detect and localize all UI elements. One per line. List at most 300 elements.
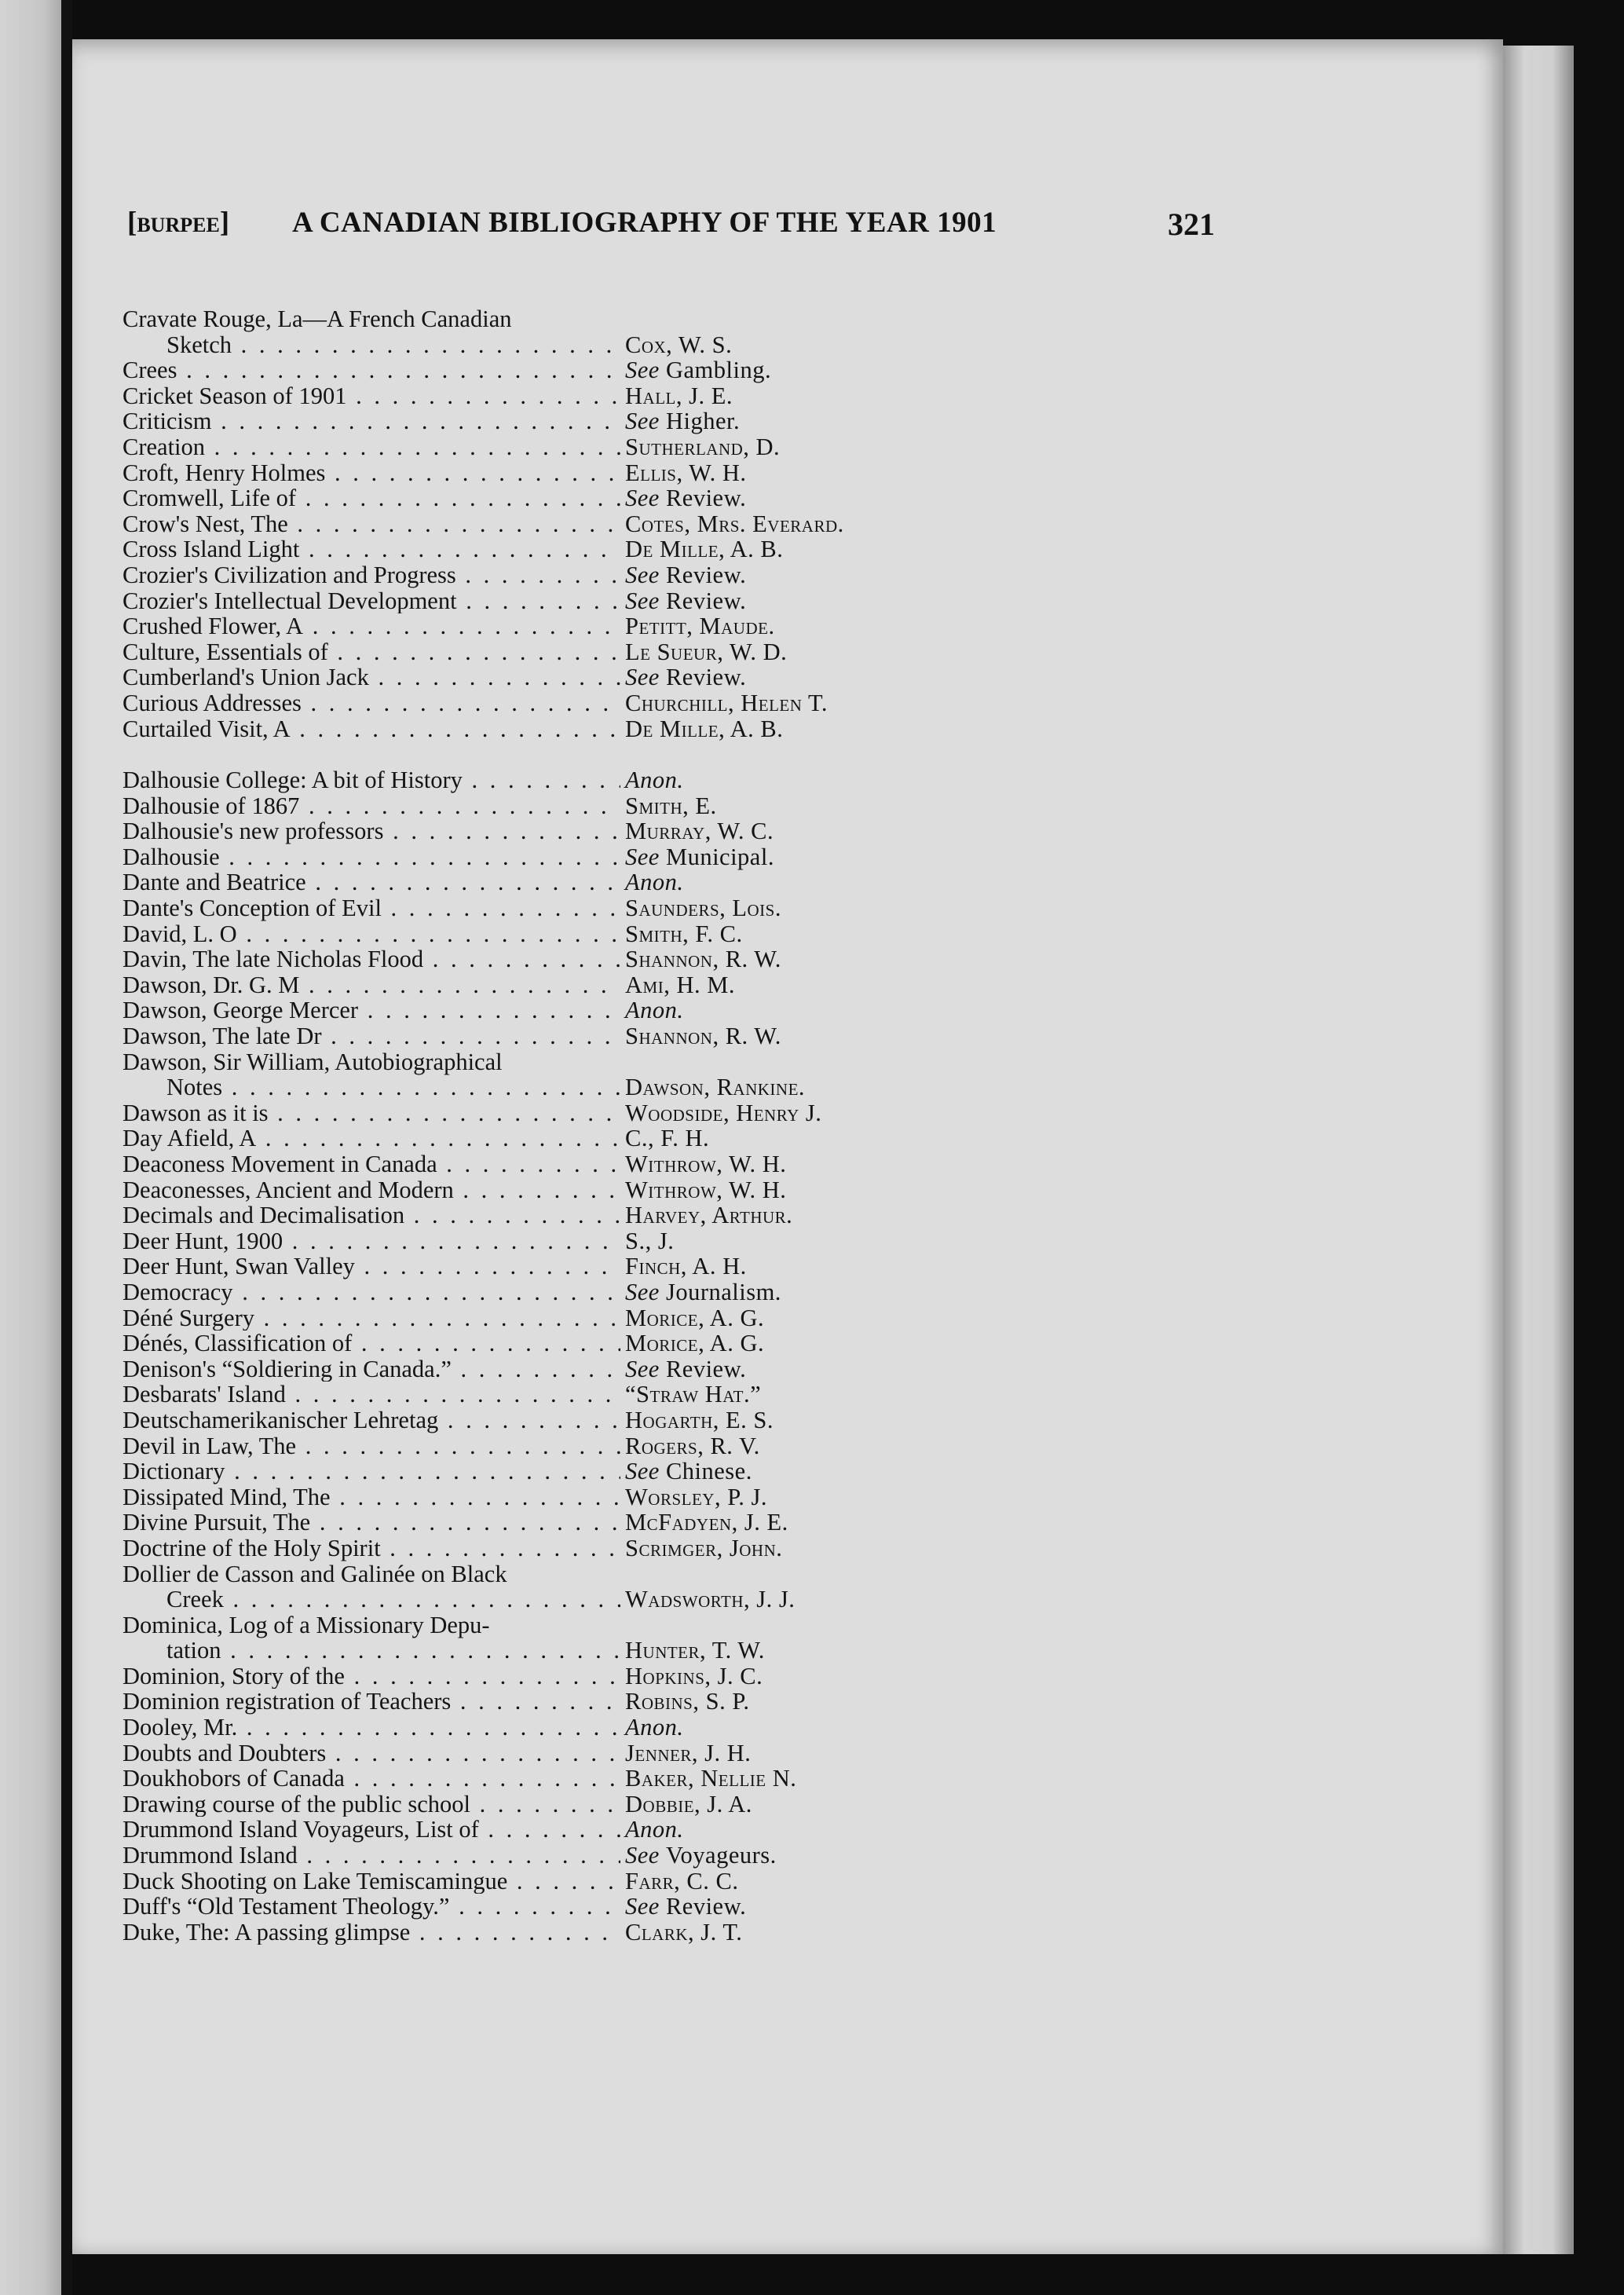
author-name: Clark, J. T.	[625, 1918, 743, 1945]
entry-author	[625, 1177, 786, 1203]
index-entry	[123, 511, 1065, 537]
see-reference-marker: See	[625, 1458, 660, 1485]
index-entry	[123, 1433, 1065, 1459]
index-entry	[123, 1612, 1065, 1664]
index-entry	[123, 921, 1065, 947]
see-reference-marker: See	[625, 357, 660, 384]
index-entry	[123, 664, 1065, 690]
entry-title-text: Denison's “Soldiering in Canada.”	[123, 1356, 452, 1382]
entry-title	[123, 972, 620, 998]
entry-title-text: Drummond Island	[123, 1843, 298, 1869]
entry-title	[123, 1126, 620, 1151]
entry-author	[625, 1228, 674, 1254]
entry-title	[123, 536, 620, 562]
entry-author	[625, 767, 684, 793]
author-name: McFadyen, J. E.	[625, 1509, 788, 1536]
entry-title-text: Davin, The late Nicholas Flood	[123, 946, 424, 972]
author-name: Petitt, Maude.	[625, 613, 775, 640]
entry-title	[123, 1561, 620, 1612]
index-entry	[123, 639, 1065, 665]
header-author-tag: [burpee]	[127, 207, 230, 239]
entry-title	[123, 460, 620, 486]
entry-title-text: Duke, The: A passing glimpse	[123, 1919, 411, 1945]
author-name: Hogarth, E. S.	[625, 1406, 774, 1433]
see-reference-target: Municipal.	[665, 843, 774, 870]
entry-author	[625, 1356, 746, 1382]
index-entry	[123, 869, 1065, 895]
index-entry	[123, 460, 1065, 486]
index-entry	[123, 690, 1065, 716]
index-entry	[123, 1664, 1065, 1689]
index-entry	[123, 972, 1065, 998]
author-name: Rogers, R. V.	[625, 1432, 760, 1459]
see-reference-marker: See	[625, 587, 660, 614]
index-entry	[123, 1535, 1065, 1561]
author-name: Anon.	[625, 1714, 684, 1741]
book-gutter	[61, 0, 72, 2295]
see-reference-marker: See	[625, 1842, 660, 1869]
entry-author	[625, 1459, 752, 1484]
entry-title-text: Curious Addresses	[123, 690, 302, 716]
entry-title-text: Dawson as it is	[123, 1100, 269, 1126]
entry-title	[123, 1407, 620, 1433]
entry-title-text: Desbarats' Island	[123, 1382, 286, 1407]
entry-author	[625, 485, 746, 511]
entry-author	[625, 946, 781, 972]
entry-title-text: Dawson, Dr. G. M	[123, 972, 300, 998]
index-entry	[123, 1126, 1065, 1151]
entry-title	[123, 306, 620, 357]
entry-title-text: Cricket Season of 1901	[123, 382, 347, 409]
entry-author	[625, 1151, 786, 1177]
index-entry	[123, 1049, 1065, 1100]
entry-title	[123, 1817, 620, 1843]
entry-title	[123, 511, 620, 537]
author-name: Woodside, Henry J.	[625, 1099, 822, 1126]
author-name: De Mille, A. B.	[625, 715, 784, 742]
previous-page-edge	[0, 0, 61, 2295]
see-reference-marker: See	[625, 1278, 660, 1305]
author-name: Smith, E.	[625, 792, 717, 819]
entry-author	[625, 1279, 781, 1305]
entry-title	[123, 921, 620, 947]
entry-title	[123, 383, 620, 409]
entry-title	[123, 613, 620, 639]
author-name: C., F. H.	[625, 1125, 710, 1152]
entry-title-text: Dénés, Classification of	[123, 1331, 353, 1356]
author-name: Harvey, Arthur.	[625, 1202, 793, 1229]
author-name: Cotes, Mrs. Everard.	[625, 510, 844, 537]
entry-author	[625, 818, 774, 844]
page-number: 321	[1168, 207, 1215, 242]
entry-title	[123, 895, 620, 921]
author-name: S., J.	[625, 1227, 675, 1254]
entry-title	[123, 946, 620, 972]
see-reference-marker: See	[625, 1355, 660, 1382]
author-name: Ami, H. M.	[625, 971, 735, 998]
entry-title-text: Dalhousie College: A bit of History	[123, 767, 463, 793]
index-entry	[123, 1869, 1065, 1894]
index-entry	[123, 1177, 1065, 1203]
author-name: Hall, J. E.	[625, 382, 733, 409]
entry-title	[123, 793, 620, 819]
index-entry	[123, 1894, 1065, 1920]
index-entry	[123, 1817, 1065, 1843]
entry-title	[123, 1843, 620, 1869]
author-name: Jenner, J. H.	[625, 1739, 752, 1766]
entry-author	[625, 1535, 782, 1561]
entry-title	[123, 1689, 620, 1715]
index-entry	[123, 536, 1065, 562]
entry-title-text: Dante's Conception of Evil	[123, 895, 382, 921]
entry-author	[625, 716, 783, 742]
entry-title-text: Deer Hunt, Swan Valley	[123, 1254, 355, 1279]
author-name: Le Sueur, W. D.	[625, 638, 788, 665]
entry-author	[625, 869, 684, 895]
entry-title-continuation: Sketch . . .	[123, 332, 620, 358]
index-entry	[123, 767, 1065, 793]
entry-title	[123, 1869, 620, 1894]
entry-title-text: Dictionary	[123, 1459, 225, 1484]
entry-author	[625, 1407, 774, 1433]
see-reference-marker: See	[625, 408, 660, 435]
index-entry	[123, 1202, 1065, 1228]
author-name: Robins, S. P.	[625, 1688, 750, 1715]
entry-title-text: Croft, Henry Holmes	[123, 459, 326, 486]
entry-title	[123, 1228, 620, 1254]
index-entry	[123, 818, 1065, 844]
entry-title-continuation: Creek . . .	[123, 1587, 620, 1612]
author-name: Anon.	[625, 997, 684, 1024]
author-name: Shannon, R. W.	[625, 946, 781, 973]
index-entry	[123, 613, 1065, 639]
see-reference-target: Review.	[665, 1355, 747, 1382]
entry-title	[123, 1459, 620, 1484]
entry-title	[123, 1331, 620, 1356]
author-name: Murray, W. C.	[625, 818, 774, 845]
see-reference-target: Chinese.	[665, 1458, 752, 1485]
entry-author	[625, 383, 733, 409]
entry-title-text: Cromwell, Life of	[123, 485, 297, 511]
entry-title	[123, 1433, 620, 1459]
author-name: Scrimger, John.	[625, 1534, 783, 1561]
see-reference-target: Review.	[665, 485, 747, 512]
entry-author	[625, 1869, 738, 1894]
see-reference-target: Review.	[665, 561, 747, 588]
entry-title	[123, 639, 620, 665]
index-entry	[123, 1689, 1065, 1715]
index-entry	[123, 1561, 1065, 1612]
index-entry	[123, 1843, 1065, 1869]
entry-author	[625, 1254, 747, 1279]
index-entry	[123, 1510, 1065, 1535]
entry-author	[625, 1331, 764, 1356]
entry-title	[123, 1766, 620, 1792]
entry-title	[123, 1382, 620, 1407]
entry-author	[625, 844, 774, 870]
entry-title-text: Curtailed Visit, A	[123, 716, 291, 742]
entry-title	[123, 1023, 620, 1049]
index-entry	[123, 1382, 1065, 1407]
entry-title-text: Dalhousie's new professors	[123, 818, 384, 844]
author-name: Hopkins, J. C.	[625, 1662, 763, 1689]
entry-author	[625, 1305, 764, 1331]
entry-author	[625, 1715, 684, 1740]
index-entry	[123, 1459, 1065, 1484]
entry-title-text: Deaconesses, Ancient and Modern	[123, 1177, 454, 1203]
entry-title-text: Dissipated Mind, The	[123, 1484, 331, 1510]
entry-title	[123, 1792, 620, 1817]
index-entry	[123, 306, 1065, 357]
entry-title-text: Decimals and Decimalisation	[123, 1202, 405, 1228]
see-reference-target: Voyageurs.	[665, 1842, 777, 1869]
entry-title	[123, 1715, 620, 1740]
index-entry	[123, 1920, 1065, 1945]
entry-author	[625, 1023, 781, 1049]
index-entry	[123, 562, 1065, 588]
entry-title	[123, 408, 620, 434]
entry-title	[123, 1535, 620, 1561]
entry-title-text: Dominion registration of Teachers	[123, 1689, 452, 1715]
entry-title-text: Crees	[123, 357, 177, 383]
index-entry	[123, 1484, 1065, 1510]
index-entry	[123, 1100, 1065, 1126]
author-name: Worsley, P. J.	[625, 1483, 768, 1510]
entry-title-text: Crozier's Intellectual Development	[123, 587, 457, 614]
header-title: A CANADIAN BIBLIOGRAPHY OF THE YEAR 1901	[292, 207, 997, 239]
entry-author	[625, 1740, 751, 1766]
index-entry	[123, 1228, 1065, 1254]
entry-title	[123, 1484, 620, 1510]
entry-author	[625, 972, 735, 998]
entry-author	[625, 536, 783, 562]
entry-author	[625, 357, 771, 383]
entry-title-text: Crozier's Civilization and Progress	[123, 562, 456, 588]
author-name: Morice, A. G.	[625, 1304, 765, 1331]
index-entry	[123, 408, 1065, 434]
entry-title	[123, 485, 620, 511]
index-entry	[123, 1407, 1065, 1433]
entry-title	[123, 1049, 620, 1100]
entry-title-text: Dawson, The late Dr	[123, 1023, 322, 1049]
entry-title-text: Déné Surgery	[123, 1305, 254, 1331]
index-entry	[123, 1766, 1065, 1792]
entry-title	[123, 1510, 620, 1535]
entry-title-text: Criticism	[123, 408, 212, 434]
author-name: Cox, W. S.	[625, 331, 733, 358]
entry-author	[625, 1843, 777, 1869]
entry-title	[123, 869, 620, 895]
entry-title	[123, 562, 620, 588]
see-reference-target: Gambling.	[665, 357, 772, 384]
entry-title	[123, 1279, 620, 1305]
see-reference-target: Journalism.	[665, 1278, 781, 1305]
index-entry	[123, 1151, 1065, 1177]
entry-title-text: Devil in Law, The	[123, 1433, 297, 1459]
entry-title	[123, 1894, 620, 1920]
entry-author	[625, 1664, 763, 1689]
see-reference-target: Higher.	[665, 408, 741, 435]
entry-title-text: Duck Shooting on Lake Temiscamingue	[123, 1868, 508, 1894]
entry-author	[625, 664, 746, 690]
entry-title	[123, 1305, 620, 1331]
entry-title-text: Doctrine of the Holy Spirit	[123, 1535, 381, 1561]
entry-title-text: Cross Island Light	[123, 536, 300, 562]
index-entry	[123, 1792, 1065, 1817]
see-reference-marker: See	[625, 843, 660, 870]
entry-author	[625, 588, 746, 614]
entry-author	[625, 511, 844, 537]
page-stack-edge	[1503, 46, 1574, 2254]
entry-title-text: Creation	[123, 434, 206, 460]
entry-title	[123, 844, 620, 870]
entry-author	[625, 1894, 746, 1920]
see-reference-target: Review.	[665, 587, 747, 614]
author-name: Saunders, Lois.	[625, 895, 781, 922]
entry-title-text: Doukhobors of Canada	[123, 1766, 345, 1792]
author-name: Wadsworth, J. J.	[625, 1586, 796, 1613]
see-reference-marker: See	[625, 485, 660, 512]
entry-author	[625, 1920, 742, 1945]
entry-title	[123, 357, 620, 383]
entry-title	[123, 1920, 620, 1945]
author-name: Withrow, W. H.	[625, 1151, 787, 1177]
entry-title	[123, 1356, 620, 1382]
entry-title	[123, 1664, 620, 1689]
entry-author	[625, 921, 743, 947]
index-entry	[123, 844, 1065, 870]
author-name: Farr, C. C.	[625, 1867, 739, 1894]
entry-author	[625, 1792, 752, 1817]
index-entry	[123, 1279, 1065, 1305]
entry-title	[123, 716, 620, 742]
entry-title	[123, 767, 620, 793]
entry-title	[123, 1100, 620, 1126]
entry-title-text: Deutschamerikanischer Lehretag	[123, 1407, 439, 1433]
entry-title-text: Day Afield, A	[123, 1126, 257, 1151]
see-reference-marker: See	[625, 1893, 660, 1920]
entry-title	[123, 818, 620, 844]
entry-title-text: Drummond Island Voyageurs, List of	[123, 1817, 479, 1843]
entry-title	[123, 1177, 620, 1203]
index-entry	[123, 1023, 1065, 1049]
entry-title-text: Drawing course of the public school	[123, 1791, 470, 1817]
author-name: Sutherland, D.	[625, 433, 781, 460]
entry-title-text: Dante and Beatrice	[123, 869, 306, 896]
index-entry	[123, 1254, 1065, 1279]
entry-title-text: Crushed Flower, A	[123, 613, 304, 639]
entry-title-text: Dominica, Log of a Missionary Depu-	[123, 1612, 490, 1638]
index-entry	[123, 716, 1065, 742]
entry-author	[625, 434, 780, 460]
index-entry	[123, 946, 1065, 972]
see-reference-target: Review.	[665, 664, 747, 691]
entry-title-text: Deer Hunt, 1900	[123, 1228, 283, 1254]
entry-title	[123, 690, 620, 716]
index-entry	[123, 357, 1065, 383]
entry-author	[625, 1587, 795, 1612]
entry-author	[625, 1382, 761, 1407]
entry-title-text: Duff's “Old Testament Theology.”	[123, 1894, 450, 1920]
entry-title-text: David, L. O	[123, 921, 237, 947]
entry-title-text: Dooley, Mr.	[123, 1715, 238, 1740]
entry-title-text: Dominion, Story of the	[123, 1663, 345, 1689]
entry-author	[625, 1817, 684, 1843]
entry-title-text: Culture, Essentials of	[123, 639, 328, 665]
entry-title	[123, 664, 620, 690]
entry-author	[625, 460, 747, 486]
author-name: Shannon, R. W.	[625, 1023, 781, 1050]
entry-author	[625, 332, 732, 358]
index-entry	[123, 1715, 1065, 1740]
entry-author	[625, 1766, 796, 1792]
index-entry	[123, 793, 1065, 819]
author-name: “Straw Hat.”	[625, 1381, 762, 1408]
index-entry	[123, 1331, 1065, 1356]
entry-title-continuation: tation . . .	[123, 1638, 620, 1664]
index-entry	[123, 1356, 1065, 1382]
author-name: Anon.	[625, 1816, 684, 1843]
index-entry	[123, 485, 1065, 511]
index-entry	[123, 383, 1065, 409]
author-name: Dobbie, J. A.	[625, 1790, 752, 1817]
entry-title-text: Cumberland's Union Jack	[123, 664, 369, 690]
author-name: Withrow, W. H.	[625, 1176, 787, 1203]
entry-author	[625, 1100, 821, 1126]
entry-author	[625, 1510, 788, 1535]
entry-title-text: Doubts and Doubters	[123, 1740, 327, 1766]
entry-author	[625, 793, 717, 819]
entry-author	[625, 1638, 765, 1664]
entry-title	[123, 434, 620, 460]
author-name: De Mille, A. B.	[625, 536, 784, 563]
index-entry	[123, 997, 1065, 1023]
entry-title	[123, 1612, 620, 1664]
entry-title-text: Deaconess Movement in Canada	[123, 1151, 437, 1177]
index-entry	[123, 1305, 1065, 1331]
bibliography-index	[123, 306, 1065, 1945]
entry-author	[625, 997, 684, 1023]
author-name: Finch, A. H.	[625, 1253, 747, 1280]
entry-title	[123, 1151, 620, 1177]
entry-title-text: Dawson, Sir William, Autobiographical	[123, 1049, 503, 1075]
entry-title-text: Dollier de Casson and Galinée on Black	[123, 1561, 507, 1587]
entry-title-text: Cravate Rouge, La—A French Canadian	[123, 306, 512, 332]
entry-title-text: Crow's Nest, The	[123, 511, 288, 537]
entry-title-text: Divine Pursuit, The	[123, 1510, 311, 1535]
entry-title-text: Dalhousie of 1867	[123, 792, 300, 819]
entry-title-text: Dalhousie	[123, 844, 220, 870]
see-reference-marker: See	[625, 664, 660, 691]
author-name: Anon.	[625, 767, 684, 794]
entry-title-text: Dawson, George Mercer	[123, 997, 359, 1024]
entry-title	[123, 1202, 620, 1228]
index-entry	[123, 895, 1065, 921]
entry-author	[625, 690, 828, 716]
index-entry	[123, 1740, 1065, 1766]
entry-author	[625, 1433, 760, 1459]
entry-title-text: Democracy	[123, 1279, 233, 1305]
author-name: Ellis, W. H.	[625, 459, 747, 486]
author-name: Smith, F. C.	[625, 920, 743, 947]
entry-title	[123, 1740, 620, 1766]
entry-author	[625, 613, 775, 639]
entry-author	[625, 408, 740, 434]
author-name: Baker, Nellie N.	[625, 1765, 797, 1792]
index-entry	[123, 588, 1065, 614]
entry-author	[625, 1689, 750, 1715]
running-header	[127, 206, 1215, 253]
